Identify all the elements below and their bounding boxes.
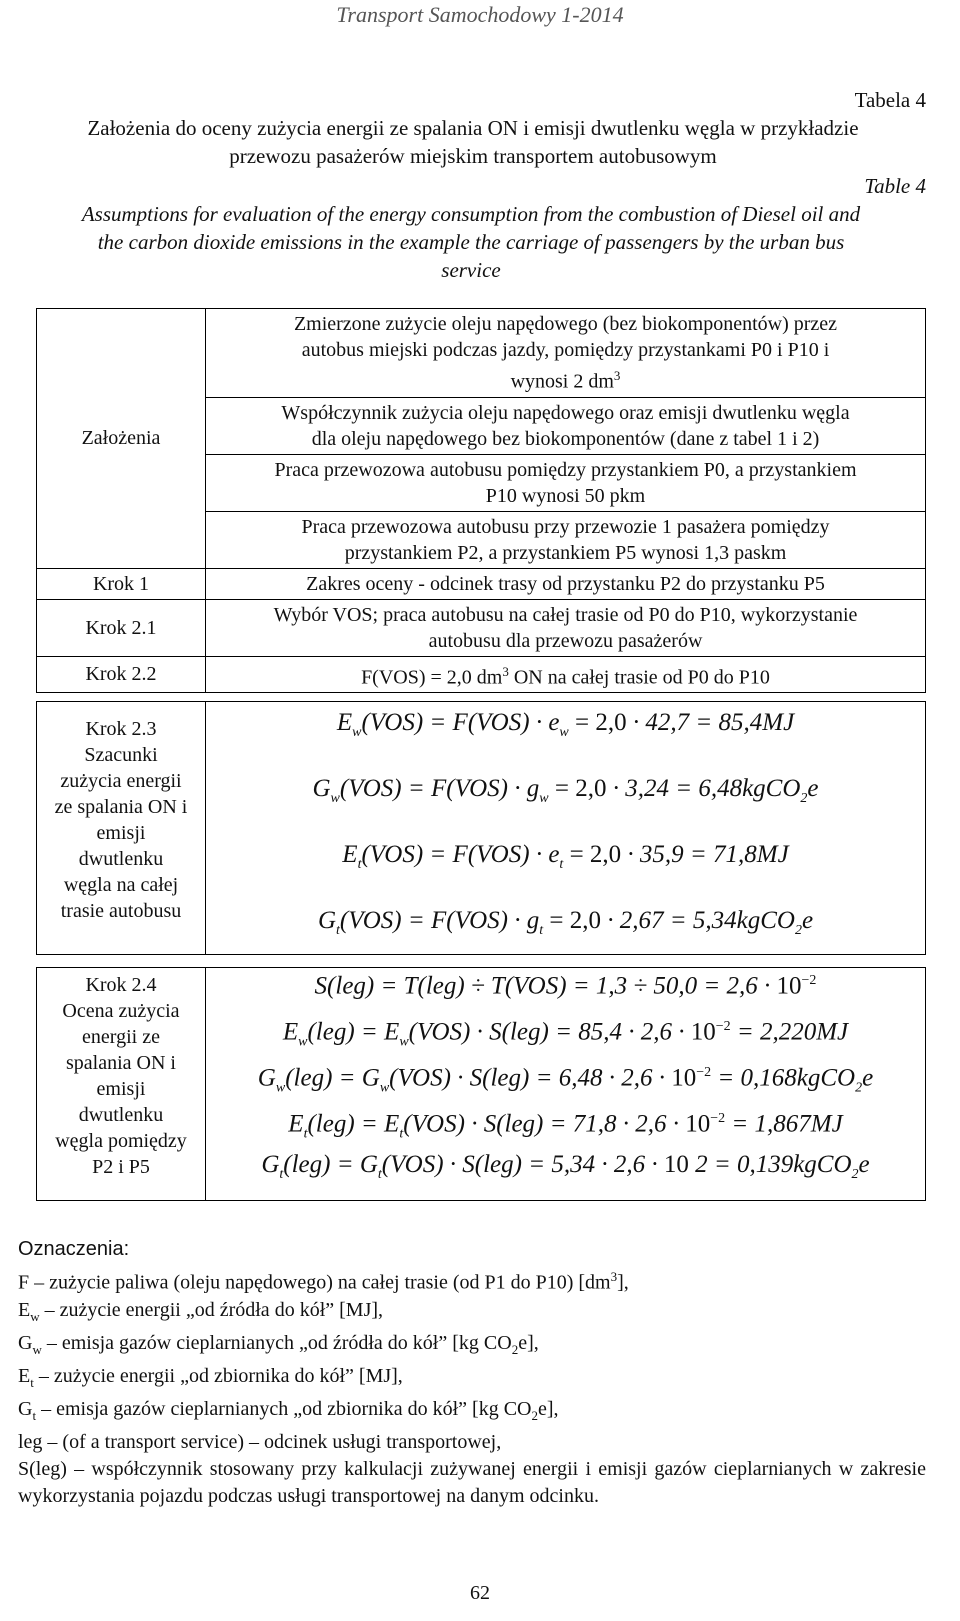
table-row [37, 568, 926, 599]
table-row [37, 656, 926, 693]
assumption-transport-work-bus: Praca przewozowa autobusu pomiędzy przystankiem P0, a przystankiem P10 wynosi 50 pkm [206, 454, 926, 511]
krok-2-4-description: Krok 2.4 Ocena zużycia energii ze spalania ON i emisji dwutlenku węgla pomiędzy P2 i P5 [37, 968, 206, 1201]
legend-item-gw: $G_w$ – emisja gazów cieplarnianych „od źródła do kół” [kg $CO_2e$], [18, 1331, 539, 1357]
assumption-coefficients: Współczynnik zużycia oleju napędowego oraz emisji dwutlenku węgla dla oleju napędowego bez biokomponentów (dane z tabel 1 i 2) [206, 397, 926, 454]
label-krok-1: Krok 1 [37, 568, 206, 599]
table-title-en-line3: service [441, 258, 501, 282]
table-row [37, 309, 926, 398]
table-title-pl-line1: Założenia do oceny zużycia energii ze spalania ON i emisji dwutlenku węgla w przykładzie [87, 116, 859, 140]
equation-ew-vos: $E_w(VOS) = F(VOS) \cdot e_w = 2,0 \cdot 42,7 = 85,4MJ$ [336, 709, 795, 741]
equation-et-leg: $E_t(leg) = E_t(VOS) \cdot S(leg) = 71,8 \cdot 2,6 \cdot 10^{-2} = 1,867MJ$ [288, 1110, 843, 1142]
legend-title: Oznaczenia: [18, 1238, 130, 1260]
legend [18, 1236, 926, 1510]
table-number-en: Table 4 [864, 174, 926, 198]
legend-item-leg: leg – (of a transport service) – odcinek usługi transportowej, [18, 1430, 502, 1453]
assumption-transport-work-passenger: Praca przewozowa autobusu przy przewozie 1 pasażera pomiędzy przystankiem P2, a przystankiem P5 wynosi 1,3 paskm [206, 511, 926, 568]
table-row [37, 702, 926, 955]
page-number: 62 [470, 1582, 490, 1604]
table-title-en-line2: the carbon dioxide emissions in the example the carriage of passengers by the urban bus [97, 230, 845, 254]
table-title-pl-line2: przewozu pasażerów miejskim transportem autobusowym [229, 144, 717, 168]
caption-english [16, 172, 926, 284]
equation-s-leg: $S(leg) = T(leg) \div T(VOS) = 1,3 \div 50,0 = 2,6 \cdot 10^{-2}$ [314, 972, 817, 1000]
running-header: Transport Samochodowy 1-2014 [336, 2, 624, 27]
krok-2-3-description: Krok 2.3 Szacunki zużycia energii ze spalania ON i emisji dwutlenku węgla na całej trasie autobusu [37, 702, 206, 955]
krok-2-3-equations [206, 702, 926, 955]
caption-polish [20, 86, 926, 170]
equation-ew-leg: $E_w(leg) = E_w(VOS) \cdot S(leg) = 85,4 \cdot 2,6 \cdot 10^{-2} = 2,220MJ$ [282, 1018, 849, 1050]
equation-gw-leg: $G_w(leg) = G_w(VOS) \cdot S(leg) = 6,48 \cdot 2,6 \cdot 10^{-2}$ = 0,168kgCO$_2$e [257, 1064, 874, 1096]
label-krok-2-1: Krok 2.1 [37, 599, 206, 656]
equation-et-vos: $E_t(VOS) = F(VOS) \cdot e_t = 2,0 \cdot 35,9 = 71,8MJ$ [342, 841, 789, 873]
table-number-pl: Tabela 4 [854, 88, 926, 112]
legend-item-ew: $E_w$ – zużycie energii „od źródła do kół” [MJ], [18, 1298, 384, 1324]
label-krok-2-2: Krok 2.2 [37, 656, 206, 693]
table-row [37, 968, 926, 1201]
equation-gt-leg: $G_t(leg) = G_t(VOS) \cdot S(leg) = 5,34 \cdot 2,6 \cdot 10$ 2 = 0,139kgCO$_2$e [261, 1151, 870, 1183]
equation-gw-vos: $G_w(VOS) = F(VOS) \cdot g_w = 2,0 \cdot 3,24$ = 6,48kgCO$_2$e [312, 775, 819, 807]
table-row [37, 599, 926, 656]
legend-item-gt: $G_t$ – emisja gazów cieplarnianych „od zbiornika do kół” [kg $CO_2e$], [18, 1397, 559, 1423]
assumptions-table [36, 308, 926, 1201]
legend-item-et: $E_t$ – zużycie energii „od zbiornika do kół” [MJ], [18, 1364, 403, 1390]
legend-item-s-leg: S(leg) – współczynnik stosowany przy kalkulacji zużywanej energii i emisji gazów cieplarnianych w zakresie wykorzystania pojazdu podczas usługi transportowej na danym odcinku. [18, 1457, 926, 1507]
krok-2-1-text: Wybór VOS; praca autobusu na całej trasie od P0 do P10, wykorzystanie autobusu dla przewozu pasażerów [206, 599, 926, 656]
equation-gt-vos: $G_t(VOS) = F(VOS) \cdot g_t = 2,0 \cdot 2,67$ = 5,34kgCO$_2$e [317, 907, 814, 939]
legend-item-f: F – zużycie paliwa (oleju napędowego) na całej trasie (od P1 do P10) $[dm^3]$, [18, 1269, 629, 1294]
krok-2-2-text: F(VOS) = 2,0 $dm^3$ ON na całej trasie od P0 do P10 [206, 656, 926, 693]
label-zalozenia: Założenia [37, 309, 206, 569]
assumption-fuel-consumption: Zmierzone zużycie oleju napędowego (bez biokomponentów) przez autobus miejski podczas jazdy, pomiędzy przystankami P0 i P10 i wynosi 2 $dm^3$ [206, 309, 926, 398]
table-title-en-line1: Assumptions for evaluation of the energy consumption from the combustion of Diesel oil and [81, 202, 861, 226]
krok-1-text: Zakres oceny - odcinek trasy od przystanku P2 do przystanku P5 [206, 568, 926, 599]
krok-2-4-equations [206, 968, 926, 1201]
